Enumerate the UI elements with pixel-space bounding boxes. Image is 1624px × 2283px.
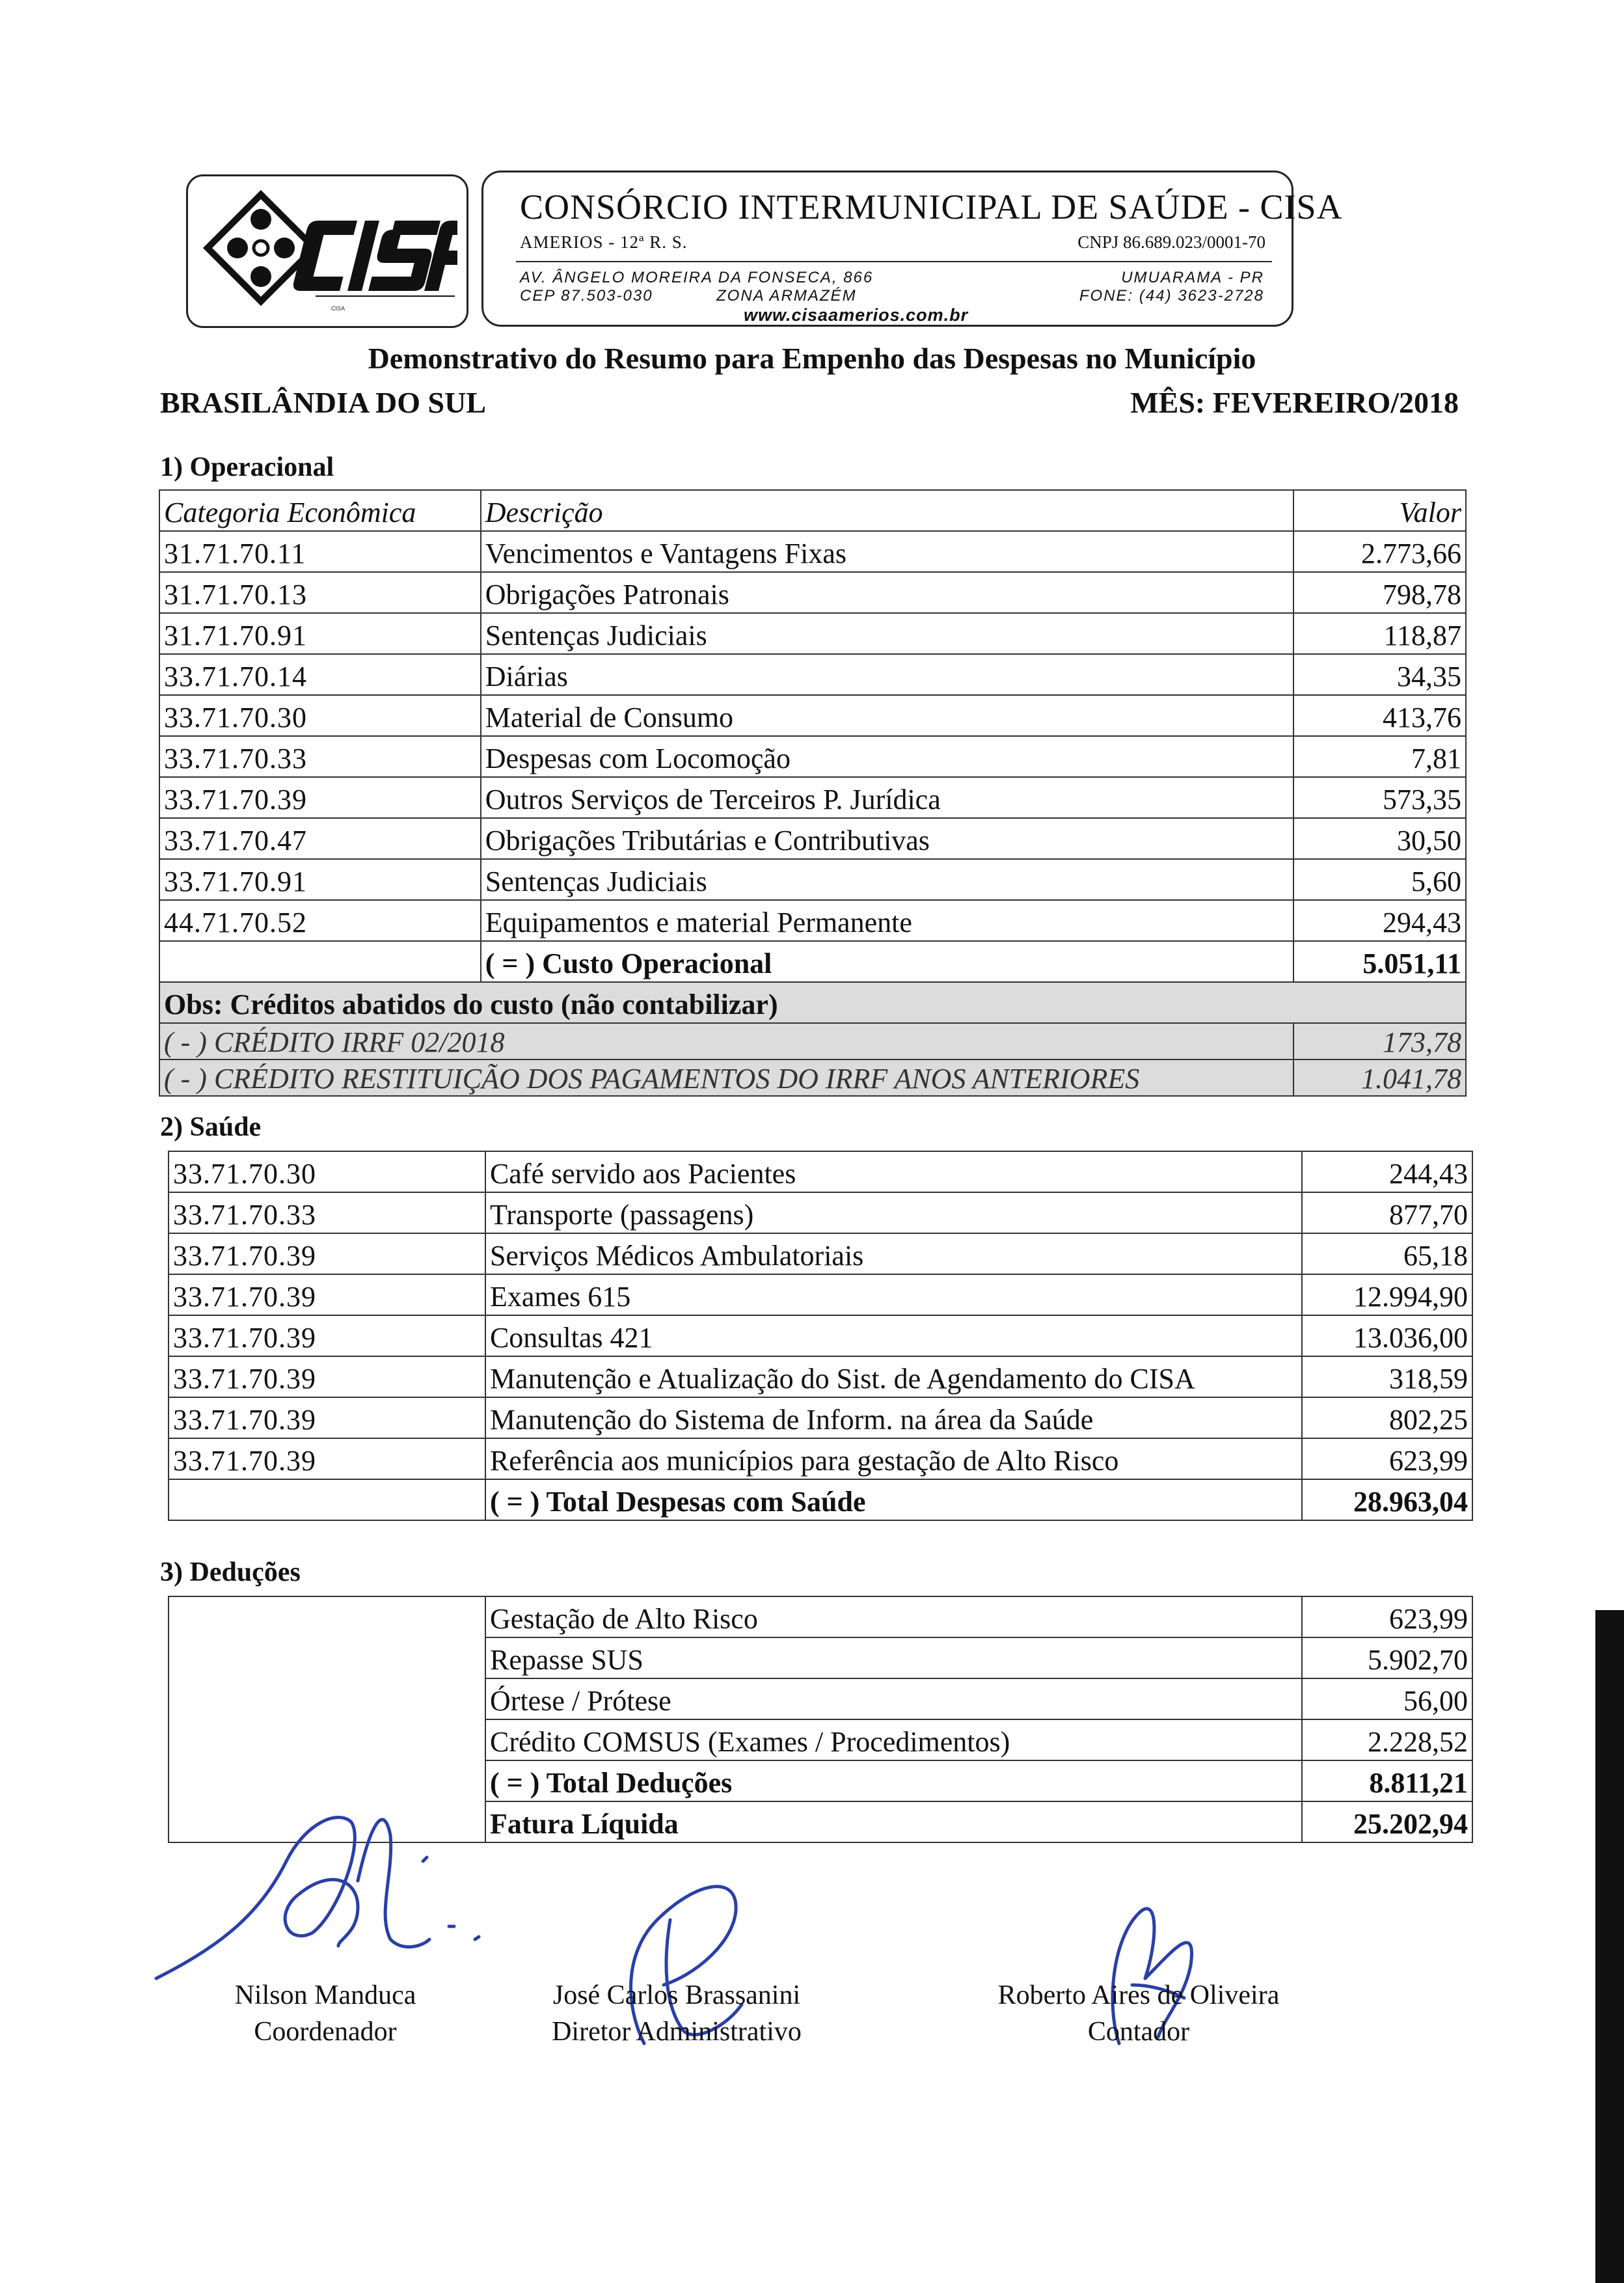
fatura-label: Fatura Líquida: [485, 1801, 1302, 1842]
table-row: [169, 1397, 1472, 1438]
cell-descricao: Exames 615: [485, 1274, 1302, 1315]
cell-valor: 5,60: [1293, 859, 1466, 900]
cell-descricao: Crédito COMSUS (Exames / Procedimentos): [485, 1719, 1302, 1760]
cell-descricao: Manutenção e Atualização do Sist. de Agendamento do CISA: [485, 1356, 1302, 1397]
cell-valor: 877,70: [1302, 1192, 1472, 1233]
cell-descricao: Equipamentos e material Permanente: [481, 900, 1293, 941]
table-row: [169, 1596, 1472, 1637]
cell-codigo: 33.71.70.47: [159, 818, 481, 859]
table-row: [159, 859, 1466, 900]
cell-valor: 2.773,66: [1293, 531, 1466, 572]
cell-valor: 2.228,52: [1302, 1719, 1472, 1760]
address-line1: AV. ÂNGELO MOREIRA DA FONSECA, 866: [520, 269, 874, 286]
section-title-operacional: 1) Operacional: [160, 452, 334, 482]
cell-valor: 798,78: [1293, 572, 1466, 613]
cell-descricao: Café servido aos Pacientes: [485, 1151, 1302, 1192]
table-row: [169, 1356, 1472, 1397]
cell-descricao: Manutenção do Sistema de Inform. na área da Saúde: [485, 1397, 1302, 1438]
cell-valor: 118,87: [1293, 613, 1466, 654]
cell-codigo: 31.71.70.13: [159, 572, 481, 613]
cell-valor: 318,59: [1302, 1356, 1472, 1397]
cell-descricao: Diárias: [481, 654, 1293, 695]
table-row: [159, 818, 1466, 859]
cell-valor: 244,43: [1302, 1151, 1472, 1192]
cell-descricao: Órtese / Prótese: [485, 1678, 1302, 1719]
cell-valor: 623,99: [1302, 1438, 1472, 1479]
cell-codigo: 33.71.70.39: [169, 1397, 485, 1438]
cell-valor: 623,99: [1302, 1596, 1472, 1637]
cell-codigo: 33.71.70.91: [159, 859, 481, 900]
saude-table: [168, 1151, 1473, 1521]
signatory-name: José Carlos Brassanini: [552, 1980, 801, 2010]
logo-box: [186, 174, 468, 328]
cell-valor: 294,43: [1293, 900, 1466, 941]
address-city: UMUARAMA - PR: [1121, 269, 1264, 286]
table-row: [169, 1438, 1472, 1479]
cell-valor: 65,18: [1302, 1233, 1472, 1274]
cell-valor: 573,35: [1293, 777, 1466, 818]
table-row: [159, 613, 1466, 654]
total-value: 28.963,04: [1302, 1479, 1472, 1520]
cell-descricao: Material de Consumo: [481, 695, 1293, 736]
section-title-deducoes: 3) Deduções: [160, 1557, 301, 1587]
org-name: CONSÓRCIO INTERMUNICIPAL DE SAÚDE - CISA: [520, 187, 1343, 226]
cell-codigo: 33.71.70.39: [169, 1438, 485, 1479]
table-row: [159, 695, 1466, 736]
total-label: ( = ) Total Despesas com Saúde: [485, 1479, 1302, 1520]
cell-codigo: 31.71.70.11: [159, 531, 481, 572]
section-title-saude: 2) Saúde: [160, 1112, 262, 1142]
signatory-role: Contador: [1087, 2017, 1190, 2047]
fatura-value: 25.202,94: [1302, 1801, 1472, 1842]
table-header-row: [159, 490, 1466, 531]
cell-valor: 12.994,90: [1302, 1274, 1472, 1315]
obs-descricao: ( - ) CRÉDITO IRRF 02/2018: [159, 1023, 1293, 1059]
table-row: [169, 1233, 1472, 1274]
column-header-valor: Valor: [1293, 490, 1466, 531]
municipio: BRASILÂNDIA DO SUL: [160, 386, 487, 419]
cell-descricao: Transporte (passagens): [485, 1192, 1302, 1233]
phone: FONE: (44) 3623-2728: [1079, 287, 1264, 305]
address-zone: ZONA ARMAZÉM: [716, 287, 857, 305]
total-value: 8.811,21: [1302, 1760, 1472, 1801]
obs-valor: 173,78: [1293, 1023, 1466, 1059]
table-row: [159, 777, 1466, 818]
cell-descricao: Obrigações Tributárias e Contributivas: [481, 818, 1293, 859]
cell-descricao: Despesas com Locomoção: [481, 736, 1293, 777]
website: www.cisaamerios.com.br: [744, 305, 969, 325]
cell-descricao: Outros Serviços de Terceiros P. Jurídica: [481, 777, 1293, 818]
scan-edge-shadow: [1595, 1610, 1624, 2283]
logo-caption: CISA: [331, 305, 345, 312]
total-label: ( = ) Custo Operacional: [481, 941, 1293, 982]
obs-row: [159, 1023, 1466, 1059]
column-header-categoria: Categoria Econômica: [159, 490, 481, 531]
cell-codigo: 33.71.70.39: [159, 777, 481, 818]
table-row: [169, 1315, 1472, 1356]
signature-scribble-icon: [143, 1783, 508, 1998]
cell-codigo: 44.71.70.52: [159, 900, 481, 941]
cell-descricao: Serviços Médicos Ambulatoriais: [485, 1233, 1302, 1274]
total-row: [159, 941, 1466, 982]
document-title: Demonstrativo do Resumo para Empenho das Despesas no Município: [368, 342, 1256, 375]
table-row: [169, 1151, 1472, 1192]
cell-valor: 30,50: [1293, 818, 1466, 859]
cell-valor: 802,25: [1302, 1397, 1472, 1438]
table-row: [159, 736, 1466, 777]
cell-descricao: Sentenças Judiciais: [481, 859, 1293, 900]
obs-descricao: ( - ) CRÉDITO RESTITUIÇÃO DOS PAGAMENTOS DO IRRF ANOS ANTERIORES: [159, 1059, 1293, 1096]
cell-descricao: Obrigações Patronais: [481, 572, 1293, 613]
table-row: [169, 1274, 1472, 1315]
empty-cell: [159, 941, 481, 982]
signatory-name: Nilson Manduca: [234, 1980, 416, 2010]
total-row: [169, 1479, 1472, 1520]
cell-codigo: 33.71.70.14: [159, 654, 481, 695]
signatory-role: Coordenador: [254, 2017, 397, 2047]
obs-title-row: [159, 982, 1466, 1023]
cell-codigo: 33.71.70.30: [169, 1151, 485, 1192]
reference-month: MÊS: FEVEREIRO/2018: [1130, 386, 1459, 419]
cell-descricao: Repasse SUS: [485, 1637, 1302, 1678]
empty-cell: [169, 1479, 485, 1520]
total-value: 5.051,11: [1293, 941, 1466, 982]
cell-codigo: 33.71.70.39: [169, 1274, 485, 1315]
cell-valor: 413,76: [1293, 695, 1466, 736]
obs-title: Obs: Créditos abatidos do custo (não contabilizar): [159, 982, 1466, 1023]
address-line2: CEP 87.503-030: [520, 287, 653, 305]
cell-codigo: 31.71.70.91: [159, 613, 481, 654]
signatory-role: Diretor Administrativo: [552, 2017, 802, 2047]
cell-codigo: 33.71.70.39: [169, 1233, 485, 1274]
cell-valor: 7,81: [1293, 736, 1466, 777]
org-cnpj: CNPJ 86.689.023/0001-70: [1077, 232, 1265, 252]
operacional-table: [159, 489, 1467, 1097]
cell-descricao: Vencimentos e Vantagens Fixas: [481, 531, 1293, 572]
cell-valor: 13.036,00: [1302, 1315, 1472, 1356]
table-row: [159, 572, 1466, 613]
cell-codigo: 33.71.70.33: [159, 736, 481, 777]
cell-codigo: 33.71.70.39: [169, 1315, 485, 1356]
total-label: ( = ) Total Deduções: [485, 1760, 1302, 1801]
cell-codigo: 33.71.70.33: [169, 1192, 485, 1233]
column-header-descricao: Descrição: [481, 490, 1293, 531]
cisa-logo-icon: [201, 188, 457, 316]
cell-descricao: Gestação de Alto Risco: [485, 1596, 1302, 1637]
table-row: [169, 1192, 1472, 1233]
cell-valor: 34,35: [1293, 654, 1466, 695]
org-info-box: [481, 171, 1343, 327]
cell-codigo: 33.71.70.30: [159, 695, 481, 736]
cell-descricao: Referência aos municípios para gestação de Alto Risco: [485, 1438, 1302, 1479]
cell-codigo: 33.71.70.39: [169, 1356, 485, 1397]
cell-descricao: Sentenças Judiciais: [481, 613, 1293, 654]
divider: [516, 261, 1272, 262]
cell-descricao: Consultas 421: [485, 1315, 1302, 1356]
signatory-name: Roberto Aires de Oliveira: [997, 1980, 1280, 2010]
table-row: [159, 531, 1466, 572]
table-row: [159, 654, 1466, 695]
table-row: [159, 900, 1466, 941]
cell-valor: 5.902,70: [1302, 1637, 1472, 1678]
cell-valor: 56,00: [1302, 1678, 1472, 1719]
obs-valor: 1.041,78: [1293, 1059, 1466, 1096]
obs-row: [159, 1059, 1466, 1096]
org-region: AMERIOS - 12ª R. S.: [520, 232, 688, 252]
